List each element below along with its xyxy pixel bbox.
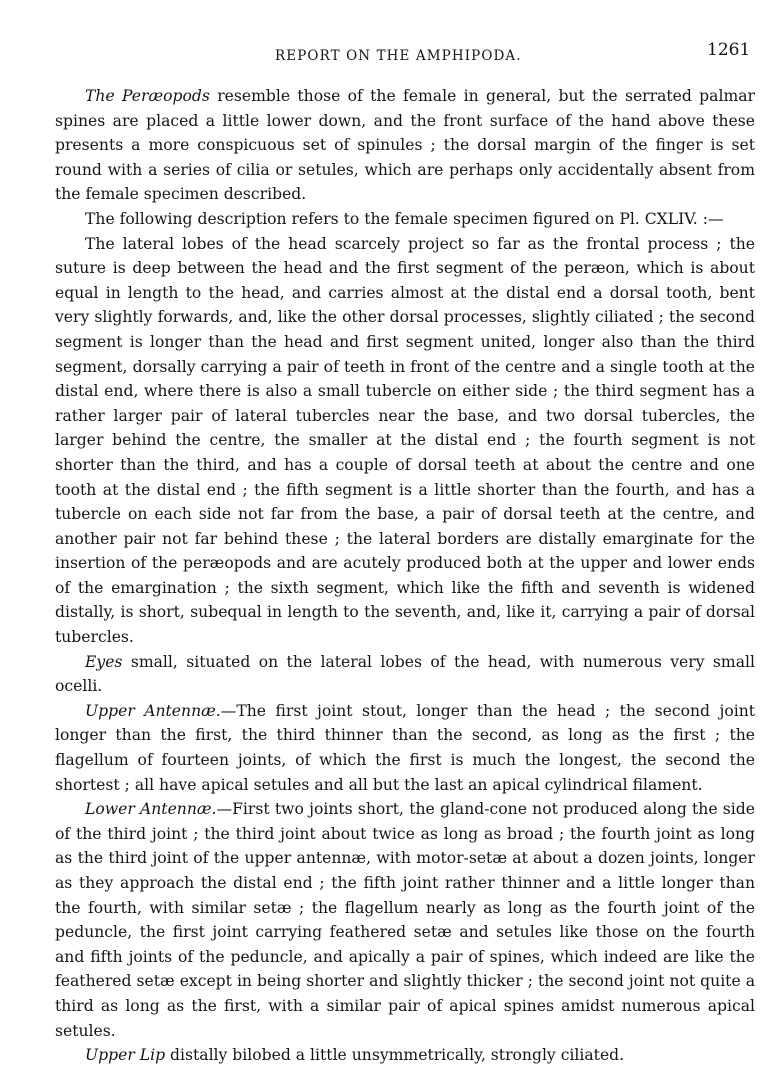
- paragraph-upper-antennae: [55, 699, 755, 797]
- running-head: REPORT ON THE AMPHIPODA.: [275, 48, 522, 64]
- paragraph-text: —The first joint stout, longer than the head ; the second joint longer than the first, the third thinner than the second, as long as the first ; the flagellum of fourteen joints, of which the first is much the longest, the second the shortest ; all have apical setules and all but the last an apical cylindrical filament.: [55, 701, 756, 794]
- paragraph-text: distally bilobed a little unsymmetrically, strongly ciliated.: [165, 1046, 625, 1065]
- paragraph-eyes: [55, 650, 755, 699]
- paragraph-segments: [55, 232, 755, 650]
- page-header: [0, 40, 776, 70]
- paragraph-upper-lip: [55, 1043, 755, 1068]
- paragraph-text: small, situated on the lateral lobes of the head, with numerous very small ocelli.: [55, 652, 755, 696]
- paragraph-text: resemble those of the female in general, but the serrated palmar spines are placed a little lower down, and the front surface of the hand above these presents a more conspicuous set of spinules ; the dorsal margin of the finger is set round with a series of cilia or setules, which are perhaps only accidentally absent from the female specimen described.: [55, 87, 755, 204]
- page-number: 1261: [707, 40, 751, 60]
- paragraph-lower-antennae: [55, 797, 755, 1043]
- body-text: [55, 84, 755, 1068]
- paragraph-lead: The Peræopods: [85, 87, 210, 105]
- paragraph-peraeopods: [55, 84, 755, 207]
- paragraph-description-intro: [55, 207, 755, 232]
- paragraph-text: The lateral lobes of the head scarcely project so far as the frontal process ; the suture is deep between the head and the first segment of the peræon, which is about equal in length to the head, and carries almost at the distal end a dorsal tooth, bent very slightly forwards, and, like the other dorsal processes, slightly ciliated ; the second segment is longer than the head and first segment united, longer also than the third segment, dorsally carrying a pair of teeth in front of the centre and a single tooth at the distal end, where there is also a small tubercle on either side ; the third segment has a rather larger pair of lateral tubercles near the base, and two dorsal tubercles, the larger behind the centre, the smaller at the distal end ; the fourth segment is not shorter than the third, and has a couple of dorsal teeth at about the centre and one tooth at the distal end ; the fifth segment is a little shorter than the fourth, and has a tubercle on each side not far from the base, a pair of dorsal teeth at the centre, and another pair not far behind these ; the lateral borders are distally emarginate for the insertion of the peræopods and are acutely produced both at the upper and lower ends of the emargination ; the sixth segment, which like the fifth and seventh is widened distally, is short, subequal in length to the seventh, and, like it, carrying a pair of dorsal tubercles.: [55, 234, 755, 647]
- paragraph-text: The following description refers to the female specimen figured on Pl. CXLIV. :—: [85, 209, 724, 228]
- paragraph-lead: Eyes: [85, 652, 123, 671]
- paragraph-text: —First two joints short, the gland-cone not produced along the side of the third joint ; the third joint about twice as long as broad ; the fourth joint as long as the third joint of the upper antennæ, with motor-setæ at about a dozen joints, longer as they approach the distal end ; the fifth joint rather thinner and a little longer than the fourth, with similar setæ ; the flagellum nearly as long as the fourth joint of the peduncle, the first joint carrying feathered setæ and setules like those on the fourth and fifth joints of the peduncle, and apically a pair of spines, which indeed are like the feathered setæ except in being shorter and slightly thicker ; the second joint not quite a third as long as the first, with a similar pair of apical spines amidst numerous apical setules.: [55, 800, 756, 1040]
- paragraph-lead: Upper Antennæ.: [85, 701, 221, 720]
- paragraph-lead: Upper Lip: [85, 1046, 166, 1065]
- paragraph-lead: Lower Antennæ.: [85, 800, 217, 819]
